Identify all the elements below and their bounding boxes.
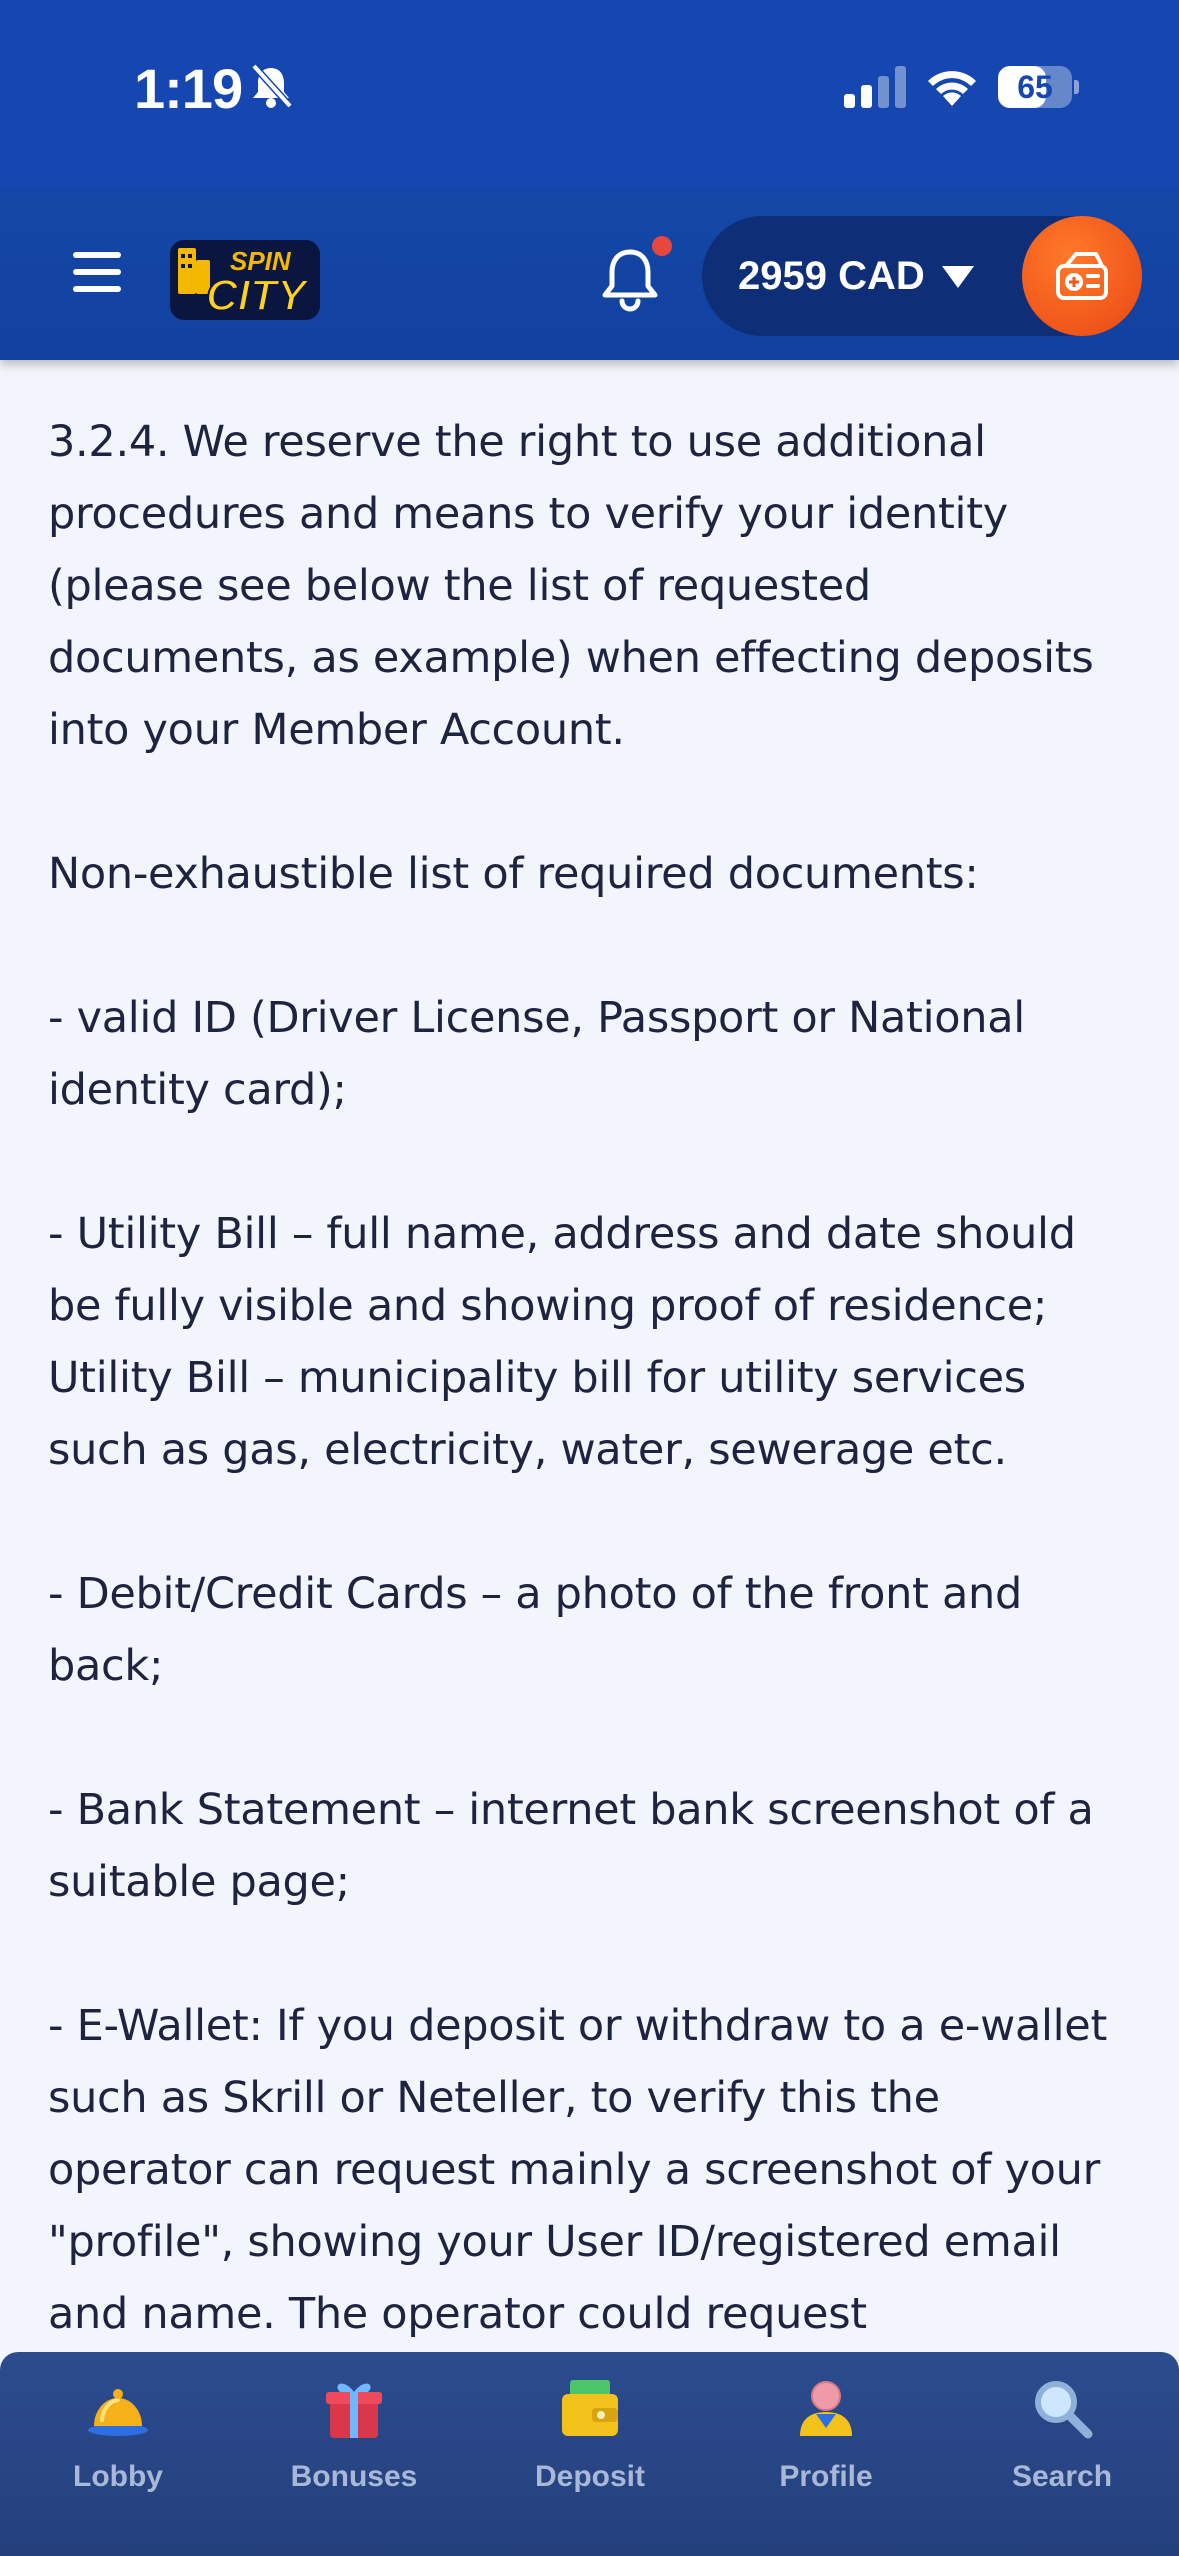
nav-label-profile: Profile: [779, 2460, 873, 2493]
cellular-signal-icon: [844, 66, 906, 108]
terms-content: [0, 290, 1179, 2354]
search-icon: [1026, 2372, 1098, 2444]
status-time: 1:19: [134, 57, 243, 120]
silent-mode-icon: [248, 62, 294, 110]
list-item-utility-bill: - Utility Bill – full name, address and date should be fully visible and showing proof of residence; Utility Bill – municipality bill for utility services such as gas, electricity, water, sewerage etc.: [48, 1209, 1076, 1475]
battery-level: 65: [1017, 69, 1053, 105]
nav-label-search: Search: [1011, 2460, 1113, 2493]
cashier-button[interactable]: [1022, 216, 1142, 336]
wallet-icon: [554, 2372, 626, 2444]
nav-label-deposit: Deposit: [534, 2460, 645, 2493]
nav-deposit[interactable]: [472, 2372, 708, 2522]
list-item-e-wallet: - E-Wallet: If you deposit or withdraw to a e-wallet such as Skrill or Neteller, to verify this the operator can request mainly a screenshot of your "profile", showing your User ID/registered email and name. The operator could request: [48, 2001, 1108, 2339]
nav-label-lobby: Lobby: [73, 2460, 163, 2493]
list-item-valid-id: - valid ID (Driver License, Passport or National identity card);: [48, 993, 1025, 1115]
list-item-bank-statement: - Bank Statement – internet bank screenshot of a suitable page;: [48, 1785, 1094, 1907]
paragraph-identity-verification: 3.2.4. We reserve the right to use additional procedures and means to verify your identity (please see below the list of requested documents, as example) when effecting deposits into your Member Account.: [48, 417, 1094, 755]
lobby-bell-icon: [82, 2372, 154, 2444]
cashier-icon: [1052, 246, 1112, 306]
logo-text-bottom: CITY: [206, 271, 307, 320]
nav-bonuses[interactable]: [236, 2372, 472, 2522]
nav-label-bonuses: Bonuses: [290, 2460, 418, 2493]
battery-indicator: [998, 66, 1078, 108]
status-bar: [0, 0, 1179, 192]
notification-badge: [652, 236, 672, 256]
logo-text-top: SPIN: [230, 246, 291, 276]
spin-city-logo[interactable]: [166, 226, 328, 326]
wifi-icon: [924, 62, 980, 108]
notification-bell-icon[interactable]: [596, 244, 664, 314]
nav-lobby[interactable]: [0, 2372, 236, 2522]
menu-button[interactable]: [62, 252, 132, 304]
bottom-nav: [0, 2352, 1179, 2556]
list-item-cards: - Debit/Credit Cards – a photo of the front and back;: [48, 1569, 1022, 1691]
nav-profile[interactable]: [708, 2372, 944, 2522]
profile-icon: [790, 2372, 862, 2444]
chevron-down-icon: [942, 266, 974, 288]
paragraph-documents-heading: Non-exhaustible list of required documents:: [48, 849, 979, 899]
balance-amount: 2959 CAD: [738, 254, 925, 298]
gift-icon: [318, 2372, 390, 2444]
app-header: [0, 192, 1179, 360]
nav-search[interactable]: [944, 2372, 1179, 2522]
